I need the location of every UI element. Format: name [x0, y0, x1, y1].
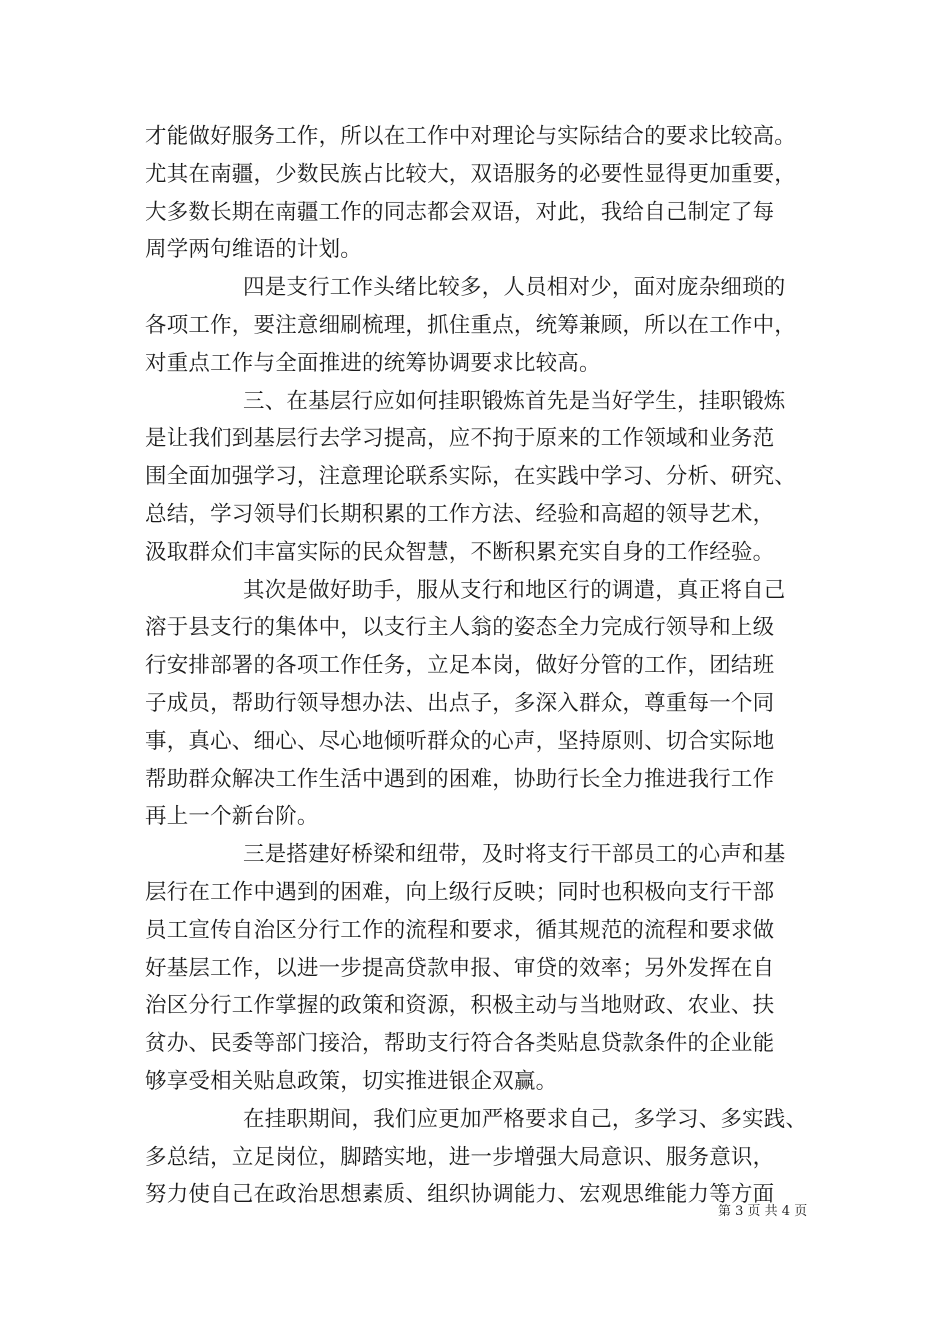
text-line: 汲取群众们丰富实际的民众智慧，不断积累充实自身的工作经验。	[145, 539, 775, 565]
text-line: 才能做好服务工作，所以在工作中对理论与实际结合的要求比较高。	[145, 124, 797, 149]
text-line: 再上一个新台阶。	[145, 804, 319, 830]
body-text	[145, 118, 815, 1214]
text-line: 好基层工作，以进一步提高贷款申报、审贷的效率；另外发挥在自	[145, 955, 775, 981]
text-line: 大多数长期在南疆工作的同志都会双语，对此，我给自己制定了每	[145, 199, 775, 225]
text-line: 贫办、民委等部门接洽，帮助支行符合各类贴息贷款条件的企业能	[145, 1031, 775, 1057]
text-line: 子成员，帮助行领导想办法、出点子，多深入群众，尊重每一个同	[145, 690, 775, 716]
text-line: 围全面加强学习，注意理论联系实际，在实践中学习、分析、研究、	[145, 464, 797, 490]
text-line: 对重点工作与全面推进的统筹协调要求比较高。	[145, 350, 601, 376]
text-line: 各项工作，要注意细刷梳理，抓住重点，统筹兼顾，所以在工作中，	[145, 312, 797, 338]
text-line: 行安排部署的各项工作任务，立足本岗，做好分管的工作，团结班	[145, 653, 775, 679]
text-line: 周学两句维语的计划。	[145, 237, 363, 263]
text-line: 总结，学习领导们长期积累的工作方法、经验和高超的领导艺术，	[145, 501, 775, 527]
paragraph-6	[145, 1101, 815, 1214]
page-number-footer: 第 3 页 共 4 页	[718, 1204, 808, 1219]
text-line: 其次是做好助手，服从支行和地区行的调遣，真正将自己	[243, 577, 786, 603]
text-line: 层行在工作中遇到的困难，向上级行反映；同时也积极向支行干部	[145, 879, 775, 905]
text-line: 事，真心、细心、尽心地倾听群众的心声，坚持原则、切合实际地	[145, 728, 775, 754]
text-line: 多总结，立足岗位，脚踏实地，进一步增强大局意识、服务意识，	[145, 1144, 775, 1170]
text-line: 在挂职期间，我们应更加严格要求自己，多学习、多实践、	[243, 1106, 808, 1132]
paragraph-4	[145, 572, 815, 837]
text-line: 三是搭建好桥梁和纽带，及时将支行干部员工的心声和基	[243, 842, 786, 868]
text-line: 够享受相关贴息政策，切实推进银企双赢。	[145, 1068, 558, 1094]
paragraph-5	[145, 836, 815, 1101]
text-line: 帮助群众解决工作生活中遇到的困难，协助行长全力推进我行工作	[145, 766, 775, 792]
paragraph-3	[145, 383, 815, 572]
text-line: 治区分行工作掌握的政策和资源，积极主动与当地财政、农业、扶	[145, 993, 775, 1019]
text-line: 溶于县支行的集体中，以支行主人翁的姿态全力完成行领导和上级	[145, 615, 775, 641]
text-line: 员工宣传自治区分行工作的流程和要求，循其规范的流程和要求做	[145, 917, 775, 943]
paragraph-2	[145, 269, 815, 382]
text-line: 是让我们到基层行去学习提高，应不拘于原来的工作领域和业务范	[145, 426, 775, 452]
text-line: 四是支行工作头绪比较多，人员相对少，面对庞杂细琐的	[243, 275, 786, 301]
text-line: 努力使自己在政治思想素质、组织协调能力、宏观思维能力等方面	[145, 1182, 775, 1208]
text-line: 尤其在南疆，少数民族占比较大，双语服务的必要性显得更加重要，	[145, 161, 797, 187]
text-line: 三、在基层行应如何挂职锻炼首先是当好学生，挂职锻炼	[243, 388, 786, 414]
paragraph-1	[145, 118, 815, 269]
